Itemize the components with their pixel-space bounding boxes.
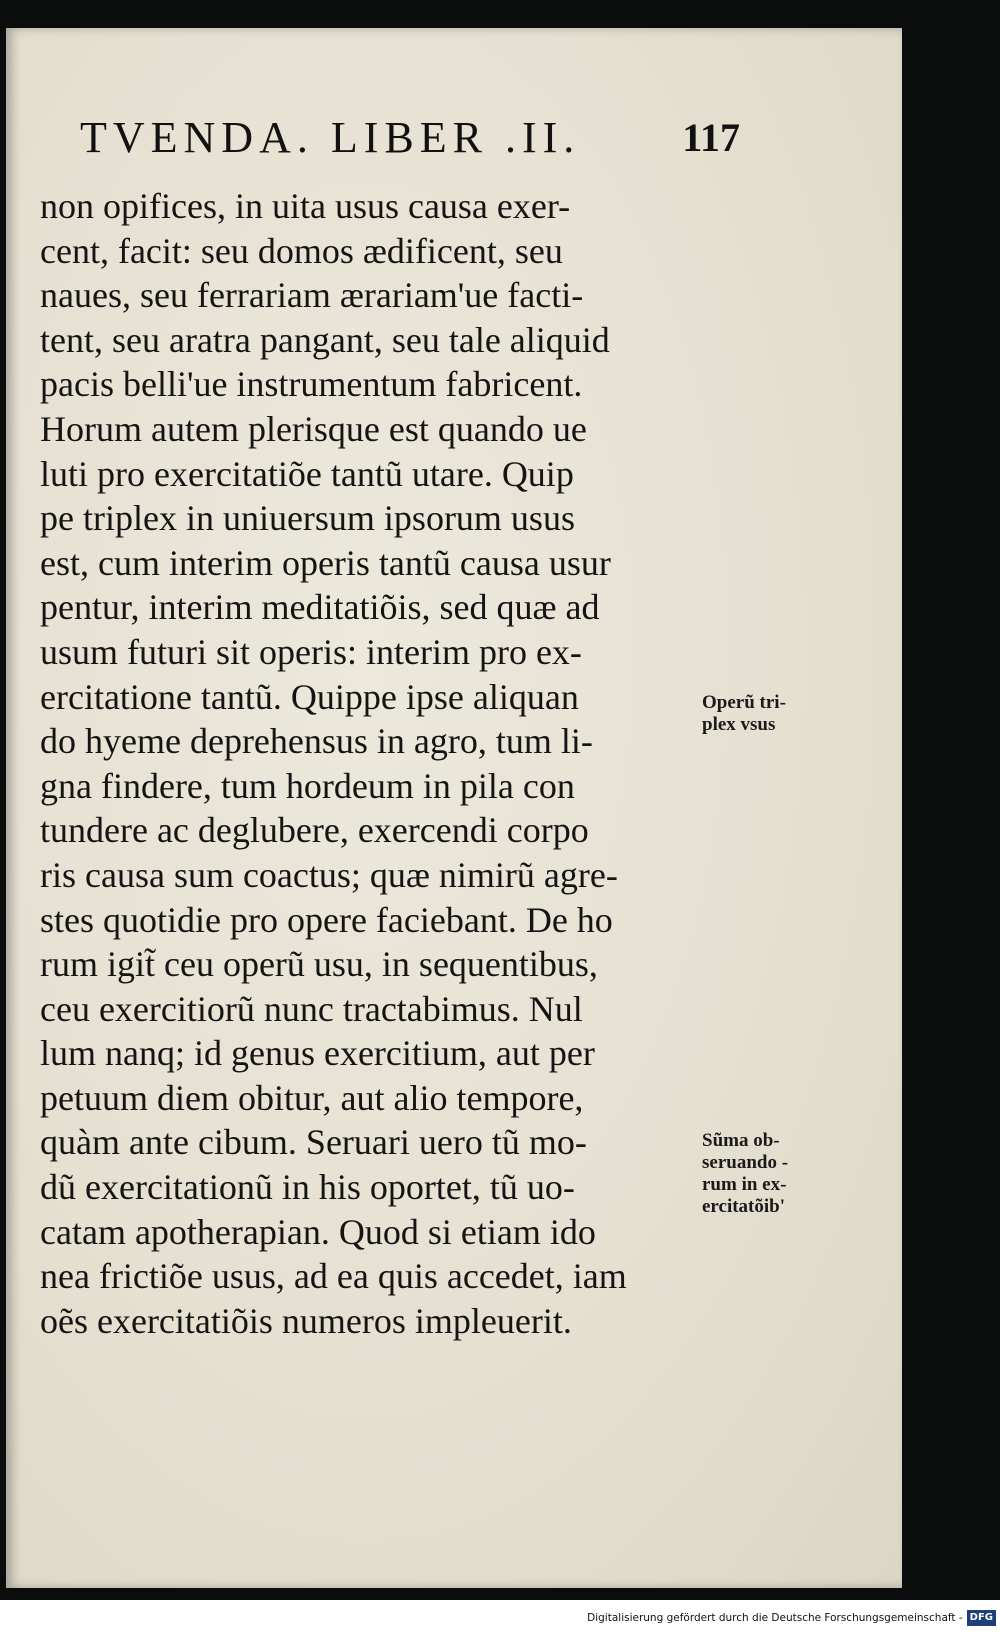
text-line: pentur, interim meditatiõis, sed quæ ad xyxy=(40,587,600,628)
marginal-note xyxy=(702,1130,788,1218)
text-line: pe triplex in uniuersum ipsorum usus xyxy=(40,498,575,539)
credit-text: Digitalisierung gefördert durch die Deutsche Forschungsgemeinschaft - xyxy=(587,1612,963,1624)
text-line: lum nanq; id genus exercitium, aut per xyxy=(40,1033,595,1074)
text-line: naues, seu ferrariam ærariam'ue facti- xyxy=(40,275,584,316)
text-line: catam apotherapian. Quod si etiam ido xyxy=(40,1211,596,1252)
marginal-note-line: rum in ex- xyxy=(702,1174,787,1195)
text-line: pacis belli'ue instrumentum fabricent. xyxy=(40,364,583,405)
body-text xyxy=(40,184,700,1343)
text-line: dũ exercitationũ in his oportet, tũ uo- xyxy=(40,1167,575,1208)
text-line: tundere ac deglubere, exercendi corpo xyxy=(40,810,589,851)
text-line: quàm ante cibum. Seruari uero tũ mo- xyxy=(40,1122,587,1163)
marginal-note-line: Operũ tri- xyxy=(702,692,786,713)
text-line: rum igit̃ ceu operũ usu, in sequentibus, xyxy=(40,944,598,985)
text-line: ercitatione tantũ. Quippe ipse aliquan xyxy=(40,676,579,717)
running-head: TVENDA. LIBER .II. xyxy=(80,113,581,162)
text-line: usum futuri sit operis: interim pro ex- xyxy=(40,631,582,672)
text-line: ris causa sum coactus; quæ nimirũ agre- xyxy=(40,854,618,895)
marginal-note-line: ercitatõib' xyxy=(702,1196,786,1217)
book-page xyxy=(6,28,902,1588)
digitization-credit xyxy=(587,1607,996,1629)
text-line: petuum diem obitur, aut alio tempore, xyxy=(40,1077,584,1118)
text-line: non opifices, in uita usus causa exer- xyxy=(40,186,571,226)
text-line: tent, seu aratra pangant, seu tale aliquid xyxy=(40,319,610,360)
text-line: oẽs exercitatiõis numeros impleuerit. xyxy=(40,1300,572,1341)
dfg-logo: DFG xyxy=(967,1610,996,1626)
text-line: gna findere, tum hordeum in pila con xyxy=(40,765,575,806)
text-line: luti pro exercitatiõe tantũ utare. Quip xyxy=(40,453,574,494)
text-line: nea frictiõe usus, ad ea quis accedet, iam xyxy=(40,1256,627,1297)
page-header xyxy=(80,108,740,168)
text-line: stes quotidie pro opere faciebant. De ho xyxy=(40,899,613,940)
marginal-note-line: Sũma ob- xyxy=(702,1130,780,1151)
marginal-note xyxy=(702,692,786,736)
marginal-note-line: seruando - xyxy=(702,1152,789,1173)
page-number: 117 xyxy=(682,115,740,160)
text-line: do hyeme deprehensus in agro, tum li- xyxy=(40,721,593,762)
text-line: Horum autem plerisque est quando ue xyxy=(40,408,587,449)
text-line: ceu exercitiorũ nunc tractabimus. Nul xyxy=(40,988,583,1029)
text-line: est, cum interim operis tantũ causa usur xyxy=(40,542,611,583)
marginal-note-line: plex vsus xyxy=(702,714,776,735)
text-line: cent, facit: seu domos ædificent, seu xyxy=(40,230,563,271)
